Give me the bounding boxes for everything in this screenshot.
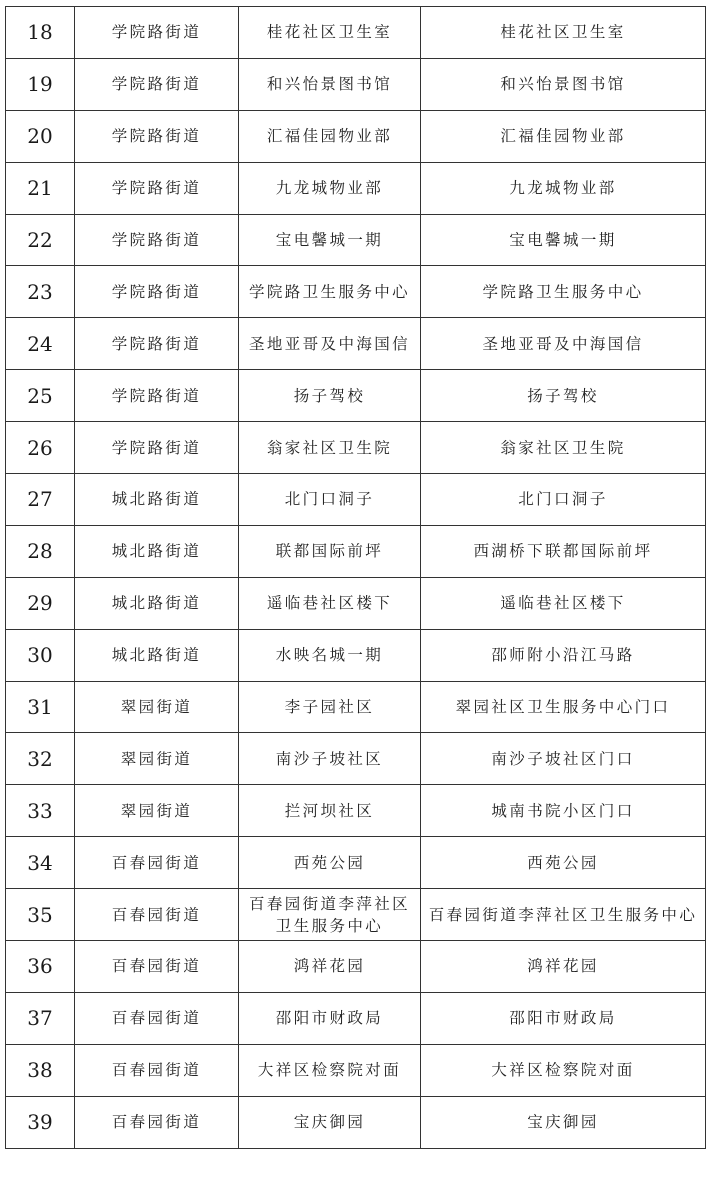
street-cell: 百春园街道 bbox=[75, 1044, 239, 1096]
row-number-cell: 24 bbox=[6, 318, 75, 370]
location-cell: 邵师附小沿江马路 bbox=[421, 629, 706, 681]
table-row bbox=[6, 318, 706, 370]
table-row bbox=[6, 577, 706, 629]
row-number-cell: 31 bbox=[6, 681, 75, 733]
row-number-cell: 37 bbox=[6, 992, 75, 1044]
street-cell: 翠园街道 bbox=[75, 785, 239, 837]
row-number-cell: 30 bbox=[6, 629, 75, 681]
location-cell: 圣地亚哥及中海国信 bbox=[421, 318, 706, 370]
site-name-cell: 宝庆御园 bbox=[239, 1096, 421, 1148]
street-cell: 学院路街道 bbox=[75, 422, 239, 474]
table-row bbox=[6, 474, 706, 526]
site-name-cell: 桂花社区卫生室 bbox=[239, 7, 421, 59]
table-row bbox=[6, 58, 706, 110]
row-number-cell: 29 bbox=[6, 577, 75, 629]
row-number-cell: 38 bbox=[6, 1044, 75, 1096]
site-name-cell: 圣地亚哥及中海国信 bbox=[239, 318, 421, 370]
row-number-cell: 36 bbox=[6, 941, 75, 993]
table-row bbox=[6, 992, 706, 1044]
row-number-cell: 18 bbox=[6, 7, 75, 59]
location-cell: 翠园社区卫生服务中心门口 bbox=[421, 681, 706, 733]
table-row bbox=[6, 422, 706, 474]
location-cell: 宝电馨城一期 bbox=[421, 214, 706, 266]
site-name-cell: 大祥区检察院对面 bbox=[239, 1044, 421, 1096]
site-name-cell: 学院路卫生服务中心 bbox=[239, 266, 421, 318]
site-name-cell: 西苑公园 bbox=[239, 837, 421, 889]
location-cell: 百春园街道李萍社区卫生服务中心 bbox=[421, 889, 706, 941]
site-name-cell: 拦河坝社区 bbox=[239, 785, 421, 837]
location-cell: 桂花社区卫生室 bbox=[421, 7, 706, 59]
row-number-cell: 34 bbox=[6, 837, 75, 889]
table-row bbox=[6, 110, 706, 162]
table-row bbox=[6, 1044, 706, 1096]
street-cell: 城北路街道 bbox=[75, 525, 239, 577]
sampling-site-table bbox=[5, 6, 706, 1149]
location-cell: 和兴怡景图书馆 bbox=[421, 58, 706, 110]
site-name-cell: 鸿祥花园 bbox=[239, 941, 421, 993]
row-number-cell: 28 bbox=[6, 525, 75, 577]
location-cell: 北门口洞子 bbox=[421, 474, 706, 526]
row-number-cell: 19 bbox=[6, 58, 75, 110]
table-row bbox=[6, 162, 706, 214]
location-cell: 扬子驾校 bbox=[421, 370, 706, 422]
location-cell: 宝庆御园 bbox=[421, 1096, 706, 1148]
row-number-cell: 21 bbox=[6, 162, 75, 214]
site-name-cell: 和兴怡景图书馆 bbox=[239, 58, 421, 110]
location-cell: 翁家社区卫生院 bbox=[421, 422, 706, 474]
site-name-cell: 汇福佳园物业部 bbox=[239, 110, 421, 162]
location-cell: 鸿祥花园 bbox=[421, 941, 706, 993]
street-cell: 城北路街道 bbox=[75, 577, 239, 629]
street-cell: 学院路街道 bbox=[75, 214, 239, 266]
street-cell: 百春园街道 bbox=[75, 1096, 239, 1148]
row-number-cell: 39 bbox=[6, 1096, 75, 1148]
site-name-cell: 遥临巷社区楼下 bbox=[239, 577, 421, 629]
table-row bbox=[6, 889, 706, 941]
location-cell: 西苑公园 bbox=[421, 837, 706, 889]
site-name-cell: 宝电馨城一期 bbox=[239, 214, 421, 266]
row-number-cell: 33 bbox=[6, 785, 75, 837]
location-cell: 汇福佳园物业部 bbox=[421, 110, 706, 162]
street-cell: 百春园街道 bbox=[75, 837, 239, 889]
row-number-cell: 32 bbox=[6, 733, 75, 785]
table-row bbox=[6, 733, 706, 785]
location-cell: 学院路卫生服务中心 bbox=[421, 266, 706, 318]
street-cell: 学院路街道 bbox=[75, 318, 239, 370]
table-row bbox=[6, 681, 706, 733]
location-cell: 南沙子坡社区门口 bbox=[421, 733, 706, 785]
street-cell: 城北路街道 bbox=[75, 474, 239, 526]
table-row bbox=[6, 785, 706, 837]
table-row bbox=[6, 214, 706, 266]
street-cell: 学院路街道 bbox=[75, 370, 239, 422]
row-number-cell: 22 bbox=[6, 214, 75, 266]
table-row bbox=[6, 1096, 706, 1148]
street-cell: 学院路街道 bbox=[75, 58, 239, 110]
row-number-cell: 23 bbox=[6, 266, 75, 318]
location-cell: 遥临巷社区楼下 bbox=[421, 577, 706, 629]
table-row bbox=[6, 837, 706, 889]
street-cell: 学院路街道 bbox=[75, 266, 239, 318]
table-row bbox=[6, 941, 706, 993]
street-cell: 百春园街道 bbox=[75, 889, 239, 941]
table-row bbox=[6, 525, 706, 577]
row-number-cell: 20 bbox=[6, 110, 75, 162]
table-body bbox=[6, 7, 706, 1149]
street-cell: 学院路街道 bbox=[75, 110, 239, 162]
street-cell: 学院路街道 bbox=[75, 162, 239, 214]
site-name-cell: 水映名城一期 bbox=[239, 629, 421, 681]
street-cell: 学院路街道 bbox=[75, 7, 239, 59]
site-name-cell: 百春园街道李萍社区卫生服务中心 bbox=[239, 889, 421, 941]
row-number-cell: 27 bbox=[6, 474, 75, 526]
site-name-cell: 邵阳市财政局 bbox=[239, 992, 421, 1044]
row-number-cell: 25 bbox=[6, 370, 75, 422]
row-number-cell: 26 bbox=[6, 422, 75, 474]
location-cell: 九龙城物业部 bbox=[421, 162, 706, 214]
table-row bbox=[6, 266, 706, 318]
site-name-cell: 李子园社区 bbox=[239, 681, 421, 733]
site-name-cell: 九龙城物业部 bbox=[239, 162, 421, 214]
street-cell: 翠园街道 bbox=[75, 681, 239, 733]
location-cell: 西湖桥下联都国际前坪 bbox=[421, 525, 706, 577]
site-name-cell: 北门口洞子 bbox=[239, 474, 421, 526]
location-cell: 城南书院小区门口 bbox=[421, 785, 706, 837]
street-cell: 城北路街道 bbox=[75, 629, 239, 681]
table-row bbox=[6, 629, 706, 681]
location-cell: 大祥区检察院对面 bbox=[421, 1044, 706, 1096]
street-cell: 翠园街道 bbox=[75, 733, 239, 785]
table-row bbox=[6, 370, 706, 422]
site-name-cell: 联都国际前坪 bbox=[239, 525, 421, 577]
street-cell: 百春园街道 bbox=[75, 992, 239, 1044]
location-cell: 邵阳市财政局 bbox=[421, 992, 706, 1044]
row-number-cell: 35 bbox=[6, 889, 75, 941]
site-name-cell: 翁家社区卫生院 bbox=[239, 422, 421, 474]
site-name-cell: 扬子驾校 bbox=[239, 370, 421, 422]
street-cell: 百春园街道 bbox=[75, 941, 239, 993]
table-row bbox=[6, 7, 706, 59]
site-name-cell: 南沙子坡社区 bbox=[239, 733, 421, 785]
